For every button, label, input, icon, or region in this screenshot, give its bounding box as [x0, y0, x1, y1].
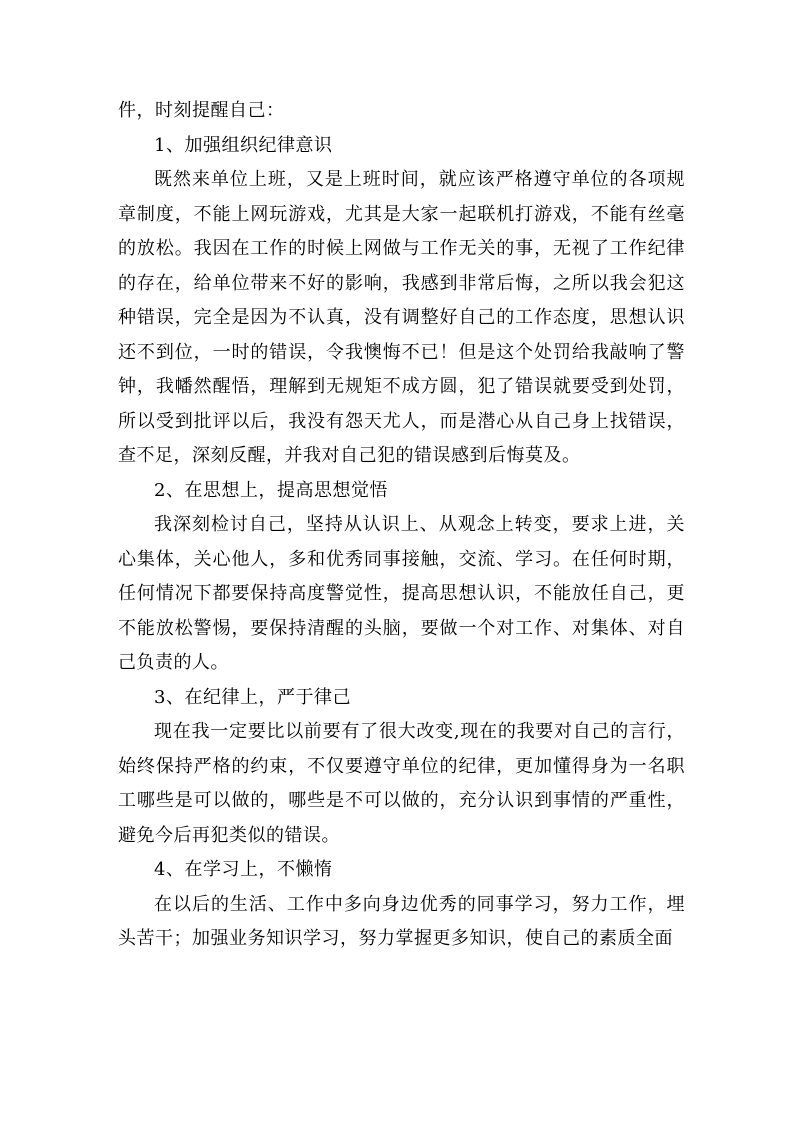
heading-discipline: 3、在纪律上，严于律己 [154, 686, 351, 708]
paragraph-discipline-awareness: 既然来单位上班，又是上班时间，就应该严格遵守单位的各项规章制度，不能上网玩游戏，尤其是大家一起联机打游戏，不能有丝毫的放松。我因在工作的时候上网做与工作无关的事，无视了工作纪律的存在，给单位带来不好的影响，我感到非常后悔，之所以我会犯这种错误，完全是因为不认真，没有调整好自己的工作态度，思想认识还不到位，一时的错误，令我懊悔不已！但是这个处罚给我敲响了警钟，我幡然醒悟，理解到无规矩不成方圆，犯了错误就要受到处罚，所以受到批评以后，我没有怨天尤人，而是潜心从自己身上找错误，查不足，深刻反醒，并我对自己犯的错误感到后悔莫及。 [118, 169, 685, 466]
paragraph-continuation: 件，时刻提醒自己： [118, 100, 285, 121]
heading-study: 4、在学习上，不懒惰 [154, 859, 333, 880]
paragraph-thought: 我深刻检讨自己，坚持从认识上、从观念上转变，要求上进，关心集体，关心他人，多和优秀同事接触，交流、学习。在任何时期，任何情况下都要保持高度警觉性，提高思想认识，不能放任自己，更不能放松警惕，要保持清醒的头脑，要做一个对工作、对集体、对自己负责的人。 [118, 514, 685, 673]
paragraph-study: 在以后的生活、工作中多向身边优秀的同事学习，努力工作，埋头苦干；加强业务知识学习，努力掌握更多知识，使自己的素质全面 [118, 893, 685, 949]
paragraph-discipline: 现在我一定要比以前要有了很大改变,现在的我要对自己的言行，始终保持严格的约束，不仅要遵守单位的纪律，更加懂得身为一名职工哪些是可以做的，哪些是不可以做的，充分认识到事情的严重性，避免今后再犯类似的错误。 [118, 721, 685, 846]
heading-thought: 2、在思想上，提高思想觉悟 [154, 479, 388, 501]
heading-discipline-awareness: 1、加强组织纪律意识 [154, 134, 333, 156]
document-body [118, 94, 685, 957]
